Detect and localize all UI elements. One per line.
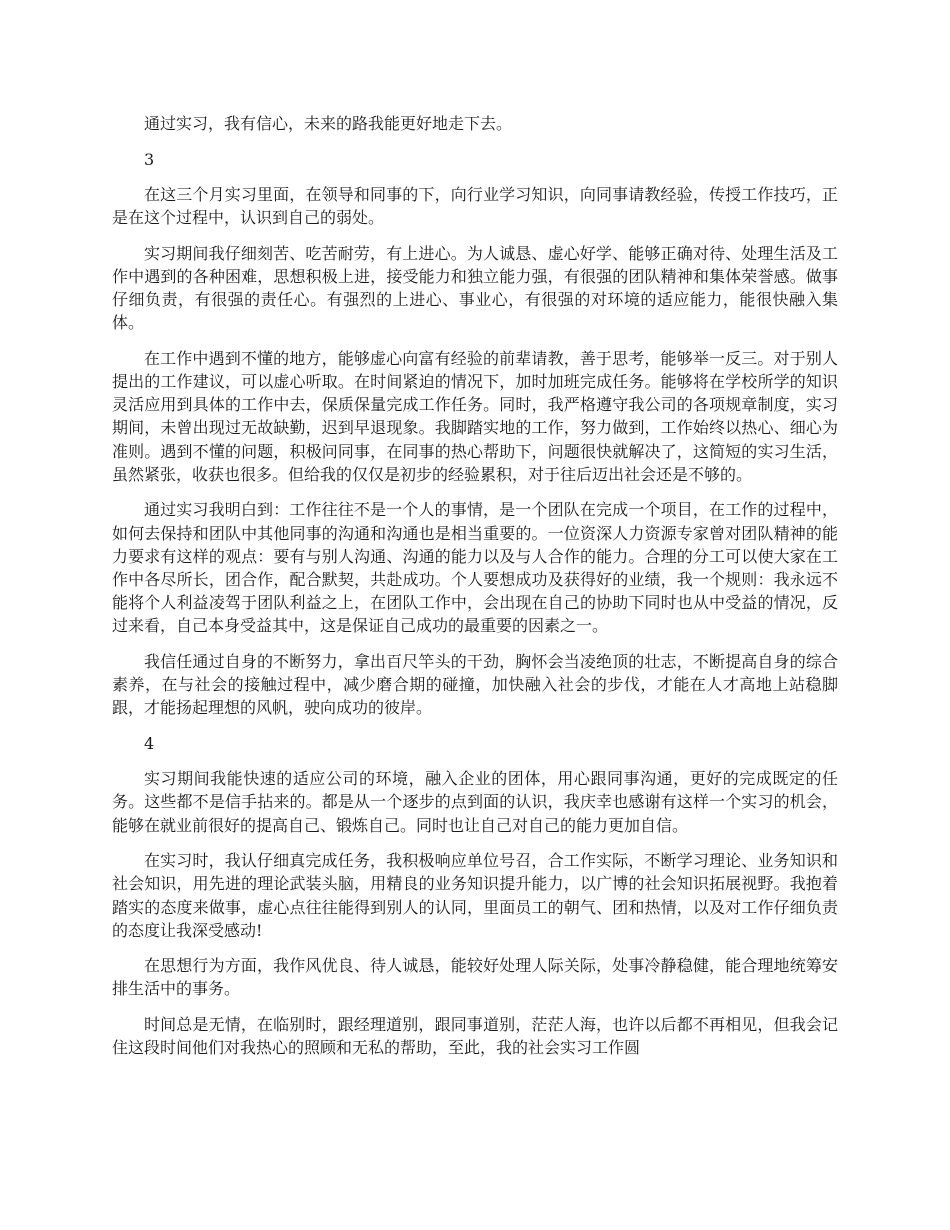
paragraph: 在思想行为方面，我作风优良、待人诚恳，能较好处理人际关际，处事冷静稳健，能合理地统筹安排生活中的事务。 [112, 956, 838, 999]
section-number: 4 [144, 733, 155, 753]
paragraph: 实习期间我仔细刻苦、吃苦耐劳，有上进心。为人诚恳、虚心好学、能够正确对待、处理生活及工作中遇到的各种困难，思想积极上进，接受能力和独立能力强，有很强的团队精神和集体荣誉感。做事仔细负责，有很强的责任心。有强烈的上进心、事业心，有很强的对环境的适应能力，能很快融入集体。 [112, 243, 838, 333]
paragraph: 实习期间我能快速的适应公司的环境，融入企业的团体，用心跟同事沟通，更好的完成既定的任务。这些都不是信手拈来的。都是从一个逐步的点到面的认识，我庆幸也感谢有这样一个实习的机会，能够在就业前很好的提高自己、锻炼自己。同时也让自己对自己的能力更加自信。 [112, 769, 838, 835]
paragraph: 时间总是无情，在临别时，跟经理道别，跟同事道别，茫茫人海，也许以后都不再相见，但我会记住这段时间他们对我热心的照顾和无私的帮助，至此，我的社会实习工作圆 [112, 1014, 838, 1058]
paragraph: 我信任通过自身的不断努力，拿出百尺竿头的干劲，胸怀会当凌绝顶的壮志，不断提高自身的综合素养，在与社会的接触过程中，减少磨合期的碰撞，加快融入社会的步伐，才能在人才高地上站稳脚跟，才能扬起理想的风帆，驶向成功的彼岸。 [112, 651, 838, 718]
paragraph: 通过实习，我有信心，未来的路我能更好地走下去。 [144, 114, 513, 133]
document-page [112, 112, 838, 1072]
paragraph: 在实习时，我认仔细真完成任务，我积极响应单位号召，合工作实际，不断学习理论、业务知识和社会知识，用先进的理论武装头脑，用精良的业务知识提升能力，以广博的社会知识拓展视野。我抱着踏实的态度来做事，虚心点往往能得到别人的认同，里面员工的朝气、团和热情，以及对工作仔细负责的态度让我深受感动! [112, 851, 838, 940]
section-number: 3 [144, 149, 155, 169]
paragraph: 通过实习我明白到：工作往往不是一个人的事情，是一个团队在完成一个项目，在工作的过程中，如何去保持和团队中其他同事的沟通和沟通也是相当重要的。一位资深人力资源专家曾对团队精神的能力要求有这样的观点：要有与别人沟通、沟通的能力以及与人合作的能力。合理的分工可以使大家在工作中各尽所长，团合作，配合默契，共赴成功。个人要想成功及获得好的业绩，我一个规则：我永远不能将个人利益凌驾于团队利益之上，在团队工作中，会出现在自己的协助下同时也从中受益的情况，反过来看，自己本身受益其中，这是保证自己成功的最重要的因素之一。 [112, 500, 838, 636]
paragraph: 在这三个月实习里面，在领导和同事的下，向行业学习知识，向同事请教经验，传授工作技巧，正是在这个过程中，认识到自己的弱处。 [112, 185, 838, 228]
paragraph: 在工作中遇到不懂的地方，能够虚心向富有经验的前辈请教，善于思考，能够举一反三。对于别人提出的工作建议，可以虚心听取。在时间紧迫的情况下，加时加班完成任务。能够将在学校所学的知识灵活应用到具体的工作中去，保质保量完成工作任务。同时，我严格遵守我公司的各项规章制度，实习期间，未曾出现过无故缺勤，迟到早退现象。我脚踏实地的工作，努力做到，工作始终以热心、细心为准则。遇到不懂的问题，积极问同事，在同事的热心帮助下，问题很快就解决了，这简短的实习生活，虽然紧张，收获也很多。但给我的仅仅是初步的经验累积，对于往后迈出社会还是不够的。 [112, 348, 838, 484]
